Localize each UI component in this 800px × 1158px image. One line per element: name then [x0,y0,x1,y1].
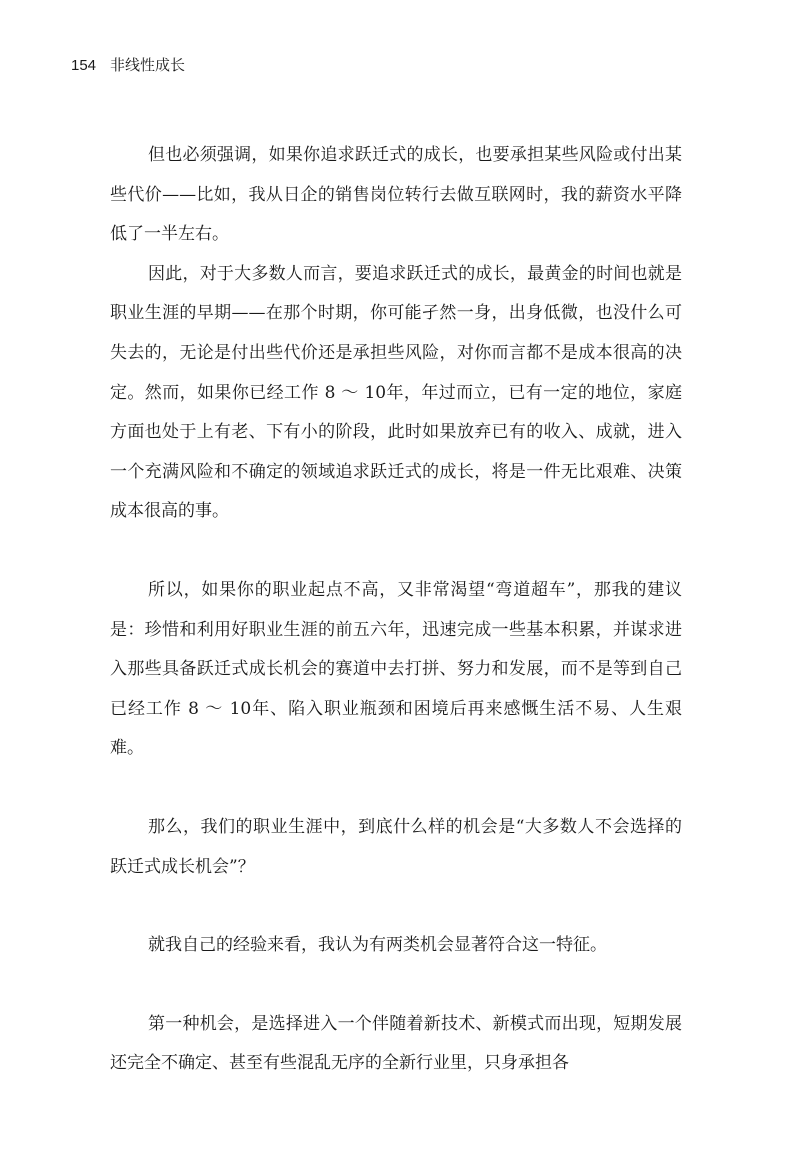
running-title: 非线性成长 [110,57,186,74]
paragraph-3: 所以，如果你的职业起点不高，又非常渴望“弯道超车”，那我的建议是：珍惜和利用好职业生涯的前五六年，迅速完成一些基本积累，并谋求进入那些具备跃迁式成长机会的赛道中去打拼、努力和发展，而不是等到自己已经工作 8 ～ 10年、陷入职业瓶颈和困境后再来感慨生活不易、人生艰难。 [110,579,682,759]
page-number: 154 [71,57,97,74]
paragraph-1: 但也必须强调，如果你追求跃迁式的成长，也要承担某些风险或付出某些代价——比如，我从日企的销售岗位转行去做互联网时，我的薪资水平降低了一半左右。 [110,145,682,245]
body-text [110,136,682,1084]
paragraph-5: 就我自己的经验来看，我认为有两类机会显著符合这一特征。 [148,935,607,956]
paragraph-2: 因此，对于大多数人而言，要追求跃迁式的成长，最黄金的时间也就是职业生涯的早期——在那个时期，你可能孑然一身，出身低微，也没什么可失去的，无论是付出些代价还是承担些风险，对你而言都不是成本很高的决定。然而，如果你已经工作 8 ～ 10年，年过而立，已有一定的地位，家庭方面也处于上有老、下有小的阶段，此时如果放弃已有的收入、成就，进入一个充满风险和不确定的领域追求跃迁式的成长，将是一件无比艰难、决策成本很高的事。 [110,263,682,522]
paragraph-4: 那么，我们的职业生涯中，到底什么样的机会是“大多数人不会选择的跃迁式成长机会”？ [110,816,682,877]
paragraph-6: 第一种机会，是选择进入一个伴随着新技术、新模式而出现，短期发展还完全不确定、甚至有些混乱无序的全新行业里，只身承担各 [110,1013,682,1074]
page-header [71,56,185,76]
